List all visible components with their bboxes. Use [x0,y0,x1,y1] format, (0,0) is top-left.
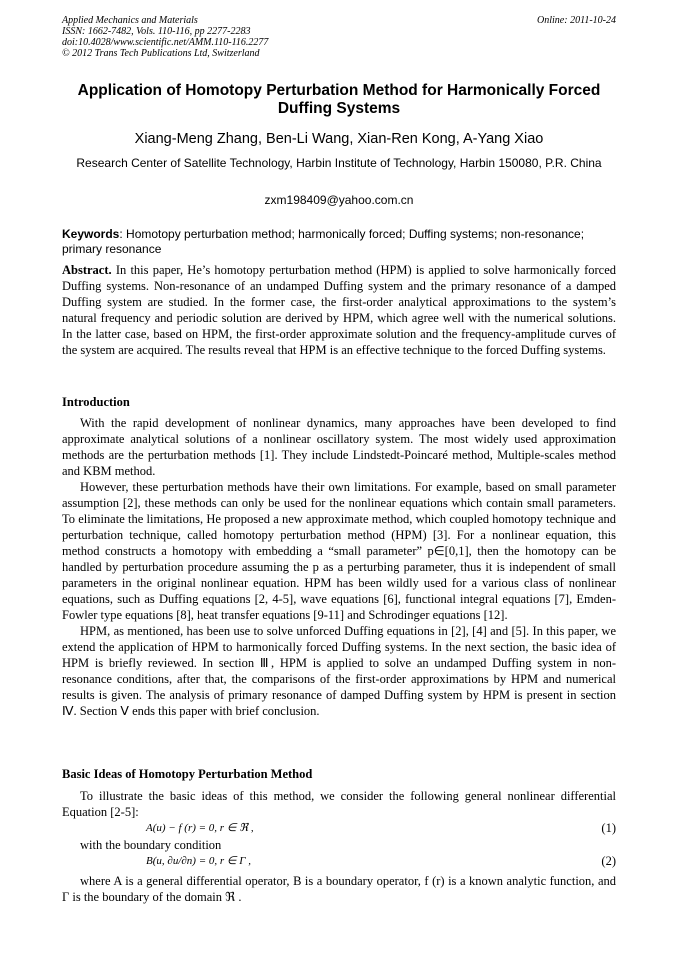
paragraph: To illustrate the basic ideas of this method, we consider the following general nonlinear differential Equation [2-5]: [62,789,616,819]
introduction-body [62,415,616,719]
abstract [62,262,616,358]
boundary-condition-text: with the boundary condition [80,838,222,852]
section-heading-basic-ideas: Basic Ideas of Homotopy Perturbation Method [62,767,313,781]
basic-ideas-closing [62,873,616,905]
equation-expression: B(u, ∂u/∂n) = 0, r ∈ Γ , [146,855,252,867]
paper-title: Application of Homotopy Perturbation Method for Harmonically Forced Duffing Systems [77,82,601,117]
doi-line: doi:10.4028/www.scientific.net/AMM.110-116.2277 [62,37,269,48]
equation-1 [62,820,616,836]
equation-number: (2) [601,854,616,868]
basic-ideas-intro [62,788,616,820]
author-list: Xiang-Meng Zhang, Ben-Li Wang, Xian-Ren Kong, A-Yang Xiao [134,131,544,147]
abstract-text: In this paper, He’s homotopy perturbation method (HPM) is applied to solve harmonically forced Duffing systems. Non-resonance of an undamped Duffing system and the primary resonance of a damped Duffing system are studied. In the former case, the first-order analytical approximations to the system’s natural frequency and periodic solution are derived by HPM, which agree well with the numerical solutions. In the latter case, based on HPM, the first-order approximate solution and the frequency-amplitude curves of the system are acquired. The results reveal that HPM is an effective technique to the forced Duffing systems. [62,263,616,357]
author-email: zxm198409@yahoo.com.cn [264,193,414,207]
keywords [62,227,616,257]
abstract-label: Abstract. [62,263,112,277]
online-date: Online: 2011-10-24 [537,15,616,26]
paragraph: where A is a general differential operator, B is a boundary operator, f (r) is a known analytic function, and Γ is the boundary of the domain ℜ . [62,874,616,904]
journal-header [62,15,616,59]
equation-expression: A(u) − f (r) = 0, r ∈ ℜ , [146,822,254,834]
keywords-label: Keywords [62,227,120,241]
keywords-text: : Homotopy perturbation method; harmonically forced; Duffing systems; non-resonance; primary resonance [62,227,585,256]
journal-name: Applied Mechanics and Materials [62,15,198,26]
affiliation: Research Center of Satellite Technology, Harbin Institute of Technology, Harbin 150080, P.R. China [76,156,602,170]
section-heading-introduction: Introduction [62,395,130,409]
copyright-line: © 2012 Trans Tech Publications Ltd, Switzerland [62,48,260,59]
equation-2 [62,853,616,869]
paragraph: HPM, as mentioned, has been use to solve unforced Duffing equations in [2], [4] and [5]. In this paper, we extend the application of HPM to harmonically forced Duffing systems. In the next section, the basic idea of HPM is briefly reviewed. In section Ⅲ, HPM is applied to solve an undamped Duffing system in non-resonance conditions, after that, the comparisons of the first-order approximations by HPM and numerical results is given. The analysis of primary resonance of damped Duffing system by HPM is present in section Ⅳ. Section Ⅴ ends this paper with brief conclusion. [62,624,616,718]
equation-number: (1) [601,821,616,835]
paragraph: With the rapid development of nonlinear dynamics, many approaches have been developed to find approximate analytical solutions of a nonlinear oscillatory system. The most widely used approximation methods are the perturbation methods [1]. They include Lindstedt-Poincaré method, Multiple-scales method and KBM method. [62,416,616,478]
issn-line: ISSN: 1662-7482, Vols. 110-116, pp 2277-2283 [62,26,251,37]
paragraph: However, these perturbation methods have their own limitations. For example, based on small parameter assumption [2], these methods can only be used for the nonlinear equations which contain small parameters. To eliminate the limitations, He proposed a new approximate method, which coupled homotopy technique and perturbation technique, called homotopy perturbation method (HPM) [3]. For a nonlinear equation, this method constructs a homotopy with embedding a “small parameter” p∈[0,1], then the homotopy can be handled by perturbation procedure assuming the p as a perturbing parameter, thus it is independent of small parameters in the original nonlinear equation. HPM has been wildly used for a various class of nonlinear equations, such as Duffing equations [2, 4-5], wave equations [6], functional integral equations [7], Emden-Fowler type equations [8], heat transfer equations [9-11] and Schrodinger equations [12]. [62,480,616,622]
